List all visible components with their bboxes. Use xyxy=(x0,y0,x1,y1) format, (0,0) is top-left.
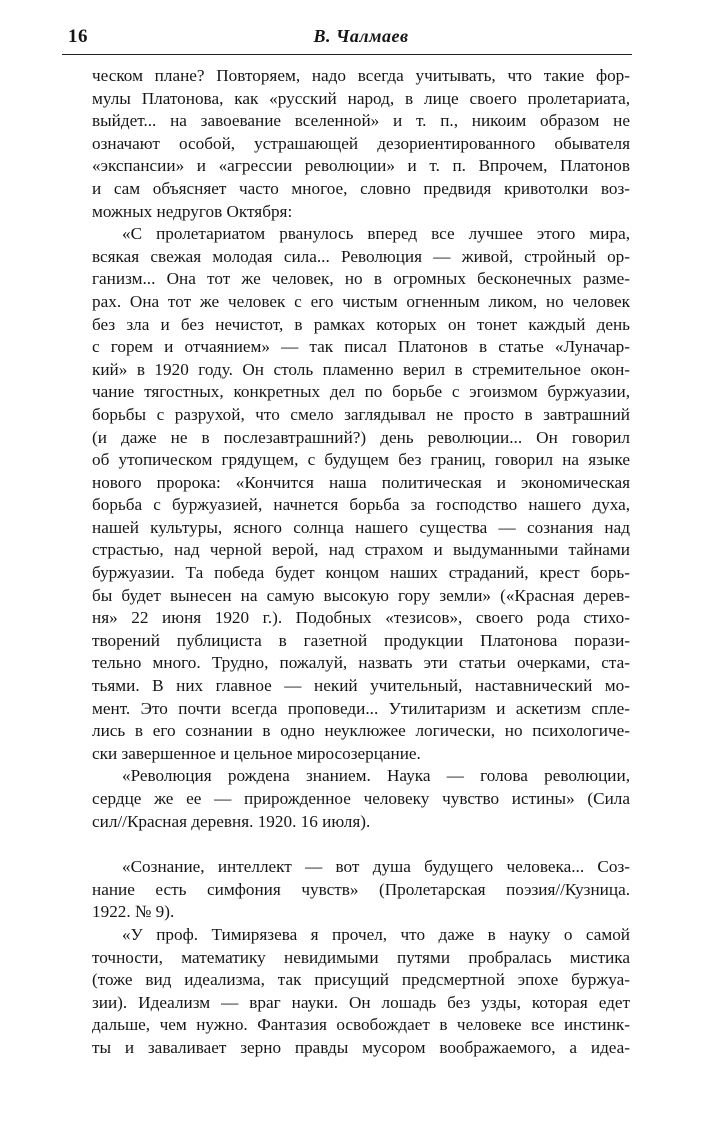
text-line: точности, математику невидимыми путями пробралась мистика xyxy=(92,947,630,967)
text-line: ты и заваливает зерно правды мусором воображаемого, а идеа- xyxy=(92,1037,630,1057)
text-line: без зла и без нечистот, в рамках которых он тонет каждый день xyxy=(92,314,630,334)
text-line: ганизм... Она тот же человек, но в огромных бесконечных разме- xyxy=(92,269,630,289)
text-line: «Революция рождена знанием. Наука — голова революции, xyxy=(122,766,630,786)
text-line: ски завершенное и цельное миросозерцание. xyxy=(92,743,421,763)
text-line: с горем и отчаянием» — так писал Платонов в статье «Луначар- xyxy=(92,337,630,357)
paragraph-quote-timiryazev xyxy=(92,924,630,1060)
text-line: мент. Это почти всегда проповеди... Утилитаризм и аскетизм спле- xyxy=(92,698,630,718)
text-line: можных недругов Октября: xyxy=(92,201,293,221)
text-line: чание тягостных, конкретных дел по борьбе с эгоизмом буржуазии, xyxy=(92,382,630,402)
paragraph-quote-science xyxy=(92,765,630,833)
text-line: бы будет вынесен на самую высокую гору земли» («Красная дерев- xyxy=(92,585,630,605)
text-line: тьями. В них главное — некий учительный, наставнический мо- xyxy=(92,676,630,696)
text-line: буржуазии. Та победа будет концом наших страданий, крест борь- xyxy=(92,563,630,583)
text-line: 1922. № 9). xyxy=(92,902,175,922)
running-title: В. Чалмаев xyxy=(313,26,409,46)
text-line: нание есть симфония чувств» (Пролетарская поэзия//Кузница. xyxy=(92,879,630,899)
text-line: ческом плане? Повторяем, надо всегда учитывать, что такие фор- xyxy=(92,66,630,85)
text-line: лись в его сознании в одно неуклюжее логически, но психологиче- xyxy=(92,721,630,741)
paragraph-quote-revolution xyxy=(92,223,630,765)
text-line: сил//Красная деревня. 1920. 16 июля). xyxy=(92,811,371,831)
text-line: кий» в 1920 году. Он столь пламенно верил в стремительное окон- xyxy=(92,359,630,379)
text-line: нового пророка: «Кончится наша политическая и экономическая xyxy=(92,472,630,492)
text-line: рах. Она тот же человек с его чистым огненным ликом, но человек xyxy=(92,291,630,311)
text-line: тельно много. Трудно, пожалуй, назвать эти статьи очерками, ста- xyxy=(92,653,630,673)
text-line: (и даже не в послезавтрашний?) день революции... Он говорил xyxy=(92,427,630,447)
text-line: ня» 22 июня 1920 г.). Подобных «тезисов», своего рода стихо- xyxy=(92,608,630,628)
paragraph-intro xyxy=(92,65,630,223)
text-line: мулы Платонова, как «русский народ, в лице своего пролетариата, xyxy=(92,88,630,108)
text-line: дальше, чем нужно. Фантазия освобождает в человеке все инстинк- xyxy=(92,1015,630,1035)
text-line: «У проф. Тимирязева я прочел, что даже в науку о самой xyxy=(122,924,630,944)
text-line: страстью, над черной верой, над страхом и выдуманными тайнами xyxy=(92,540,630,560)
page-body xyxy=(92,65,630,1060)
text-line: всякая свежая молодая сила... Революция — живой, стройный ор- xyxy=(92,246,630,266)
text-line: творений публициста в газетной продукции Платонова порази- xyxy=(92,630,630,650)
text-line: сердце же ее — прирожденное человеку чувство истины» (Сила xyxy=(92,789,630,808)
text-line: об утопическом грядущем, с будущем без границ, говорил на языке xyxy=(92,450,630,470)
text-line: выйдет... на завоевание вселенной» и т. п., никоим образом не xyxy=(92,111,630,131)
text-line: борьбы с разрухой, что смело заглядывал не просто в завтрашний xyxy=(92,404,630,424)
text-line: «С пролетариатом рванулось вперед все лучшее этого мира, xyxy=(122,224,630,244)
paragraph-gap xyxy=(92,833,630,856)
text-line: «Сознание, интеллект — вот душа будущего человека... Соз- xyxy=(122,857,630,877)
text-line: и сам объясняет часто многое, словно предвидя кривотолки воз- xyxy=(92,178,630,198)
text-line: «экспансии» и «агрессии революции» и т. п. Впрочем, Платонов xyxy=(92,156,630,176)
text-line: зии). Идеализм — враг науки. Он лошадь без узды, которая едет xyxy=(92,992,630,1012)
text-line: борьба с буржуазией, начнется борьба за господство нашего духа, xyxy=(92,495,630,515)
page-number: 16 xyxy=(68,26,88,47)
header-rule xyxy=(62,54,632,55)
paragraph-quote-consciousness xyxy=(92,856,630,924)
text-line: нашей культуры, ясного солнца нашего существа — сознания над xyxy=(92,517,630,537)
text-line: означают особой, устрашающей дезориентированного обывателя xyxy=(92,133,630,153)
text-line: (тоже вид идеализма, так присущий предсмертной эпохе буржуа- xyxy=(92,970,630,990)
